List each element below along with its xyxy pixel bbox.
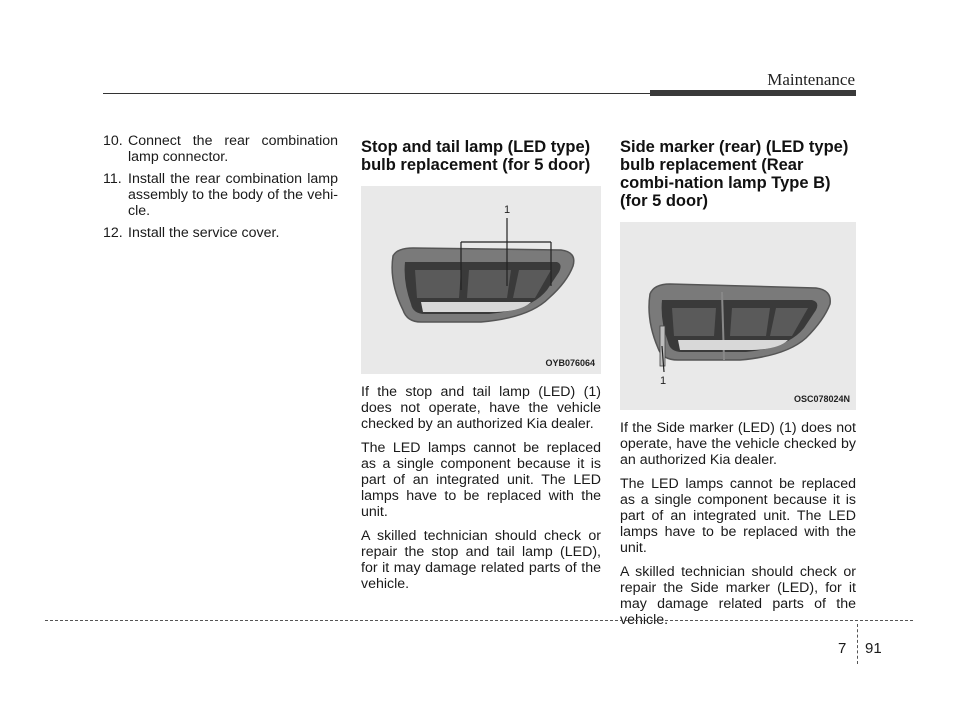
middle-column xyxy=(361,138,601,600)
step-number: 10. xyxy=(103,133,123,149)
chapter-number: 7 xyxy=(838,640,847,657)
header-rule-accent xyxy=(650,90,856,96)
callout-label: 1 xyxy=(660,375,667,387)
tail-lamp-illustration xyxy=(361,186,601,374)
footer-rule xyxy=(45,620,913,621)
step-number: 11. xyxy=(103,171,122,187)
step-text: Connect the rear combination lamp connector. xyxy=(128,133,338,165)
section-title: Maintenance xyxy=(767,70,855,89)
body-paragraph: A skilled technician should check or repair the Side marker (LED), for it may damage related parts of the vehicle. xyxy=(620,564,856,628)
side-marker-illustration xyxy=(620,222,856,410)
list-item xyxy=(103,225,338,241)
step-text: Install the service cover. xyxy=(128,225,280,241)
stop-tail-lamp-heading: Stop and tail lamp (LED type) bulb replacement (for 5 door) xyxy=(361,138,591,174)
step-text: Install the rear combination lamp assembly to the body of the vehi-cle. xyxy=(128,171,338,219)
step-list xyxy=(103,133,338,241)
header-rule xyxy=(103,93,653,94)
figure-code: OSC078024N xyxy=(793,394,850,404)
right-column xyxy=(620,138,856,636)
body-paragraph: A skilled technician should check or repair the stop and tail lamp (LED), for it may damage related parts of the vehicle. xyxy=(361,528,601,592)
side-marker-figure xyxy=(620,222,856,410)
footer-divider xyxy=(857,624,858,664)
list-item xyxy=(103,133,338,165)
body-paragraph: If the stop and tail lamp (LED) (1) does not operate, have the vehicle checked by an authorized Kia dealer. xyxy=(361,384,601,432)
body-paragraph: The LED lamps cannot be replaced as a single component because it is part of an integrated unit. The LED lamps have to be replaced with the unit. xyxy=(620,476,856,556)
stop-tail-lamp-figure xyxy=(361,186,601,374)
list-item xyxy=(103,171,338,219)
figure-code: OYB076064 xyxy=(545,358,595,368)
body-paragraph: The LED lamps cannot be replaced as a single component because it is part of an integrated unit. The LED lamps have to be replaced with the unit. xyxy=(361,440,601,520)
left-column xyxy=(103,133,338,247)
side-marker-heading: Side marker (rear) (LED type) bulb replacement (Rear combi-nation lamp Type B) (for 5 door) xyxy=(620,138,849,210)
callout-label: 1 xyxy=(504,204,511,216)
body-paragraph: If the Side marker (LED) (1) does not operate, have the vehicle checked by an authorized Kia dealer. xyxy=(620,420,856,468)
step-number: 12. xyxy=(103,225,123,241)
page-number: 91 xyxy=(865,640,882,657)
